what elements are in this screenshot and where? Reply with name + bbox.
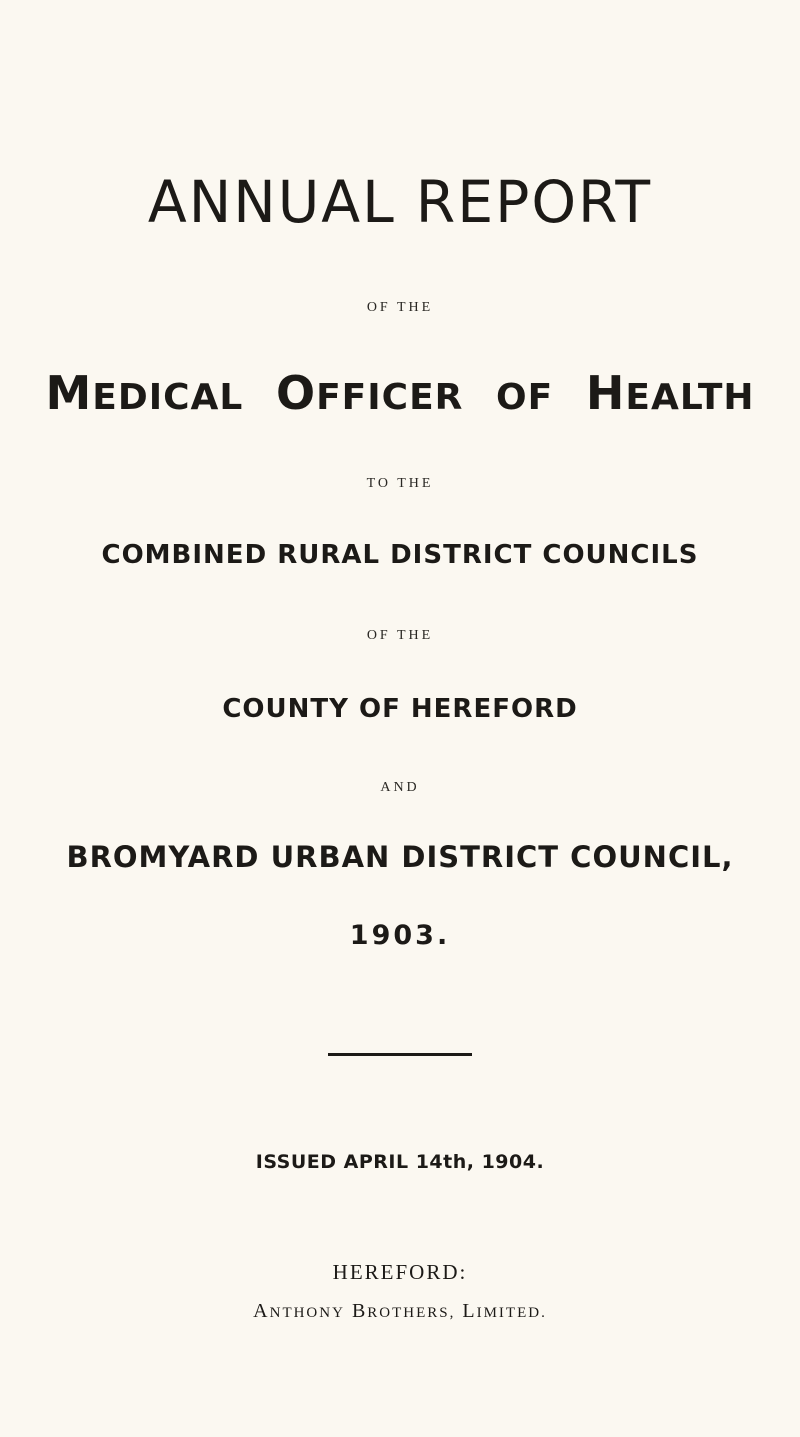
printer-word-2-initial: B	[351, 1300, 368, 1322]
officer-word-4-rest: EALTH	[625, 377, 755, 418]
printer-word-1-initial: A	[253, 1300, 270, 1322]
connector-to-the: TO THE	[366, 476, 434, 491]
urban-council-heading: BROMYARD URBAN DISTRICT COUNCIL,	[66, 840, 734, 874]
printer-place: HEREFORD:	[332, 1260, 468, 1284]
officer-word-2-rest: FFICER	[316, 377, 464, 418]
officer-word-2-initial: O	[275, 366, 317, 420]
issued-date: ISSUED APRIL 14th, 1904.	[255, 1151, 545, 1173]
printer-name	[0, 1300, 800, 1323]
report-year: 1903.	[349, 920, 451, 951]
officer-word-1-rest: EDICAL	[92, 377, 244, 418]
printer-word-3-rest: IMITED.	[476, 1305, 547, 1321]
printer-word-2-rest: ROTHERS,	[367, 1305, 456, 1321]
printer-word-3-initial: L	[462, 1300, 477, 1322]
councils-heading: COMBINED RURAL DISTRICT COUNCILS	[101, 540, 699, 570]
divider-rule	[328, 1053, 472, 1056]
officer-word-1-initial: M	[45, 366, 93, 420]
officer-heading	[0, 366, 800, 420]
connector-and: AND	[380, 780, 420, 795]
connector-of-the-2: OF THE	[366, 628, 434, 643]
officer-word-4-initial: H	[585, 366, 626, 420]
printer-word-1-rest: NTHONY	[269, 1305, 345, 1321]
connector-of-the: OF THE	[366, 300, 434, 315]
report-title: ANNUAL REPORT	[147, 168, 653, 236]
county-heading: COUNTY OF HEREFORD	[222, 694, 578, 724]
officer-word-3: OF	[496, 377, 554, 418]
